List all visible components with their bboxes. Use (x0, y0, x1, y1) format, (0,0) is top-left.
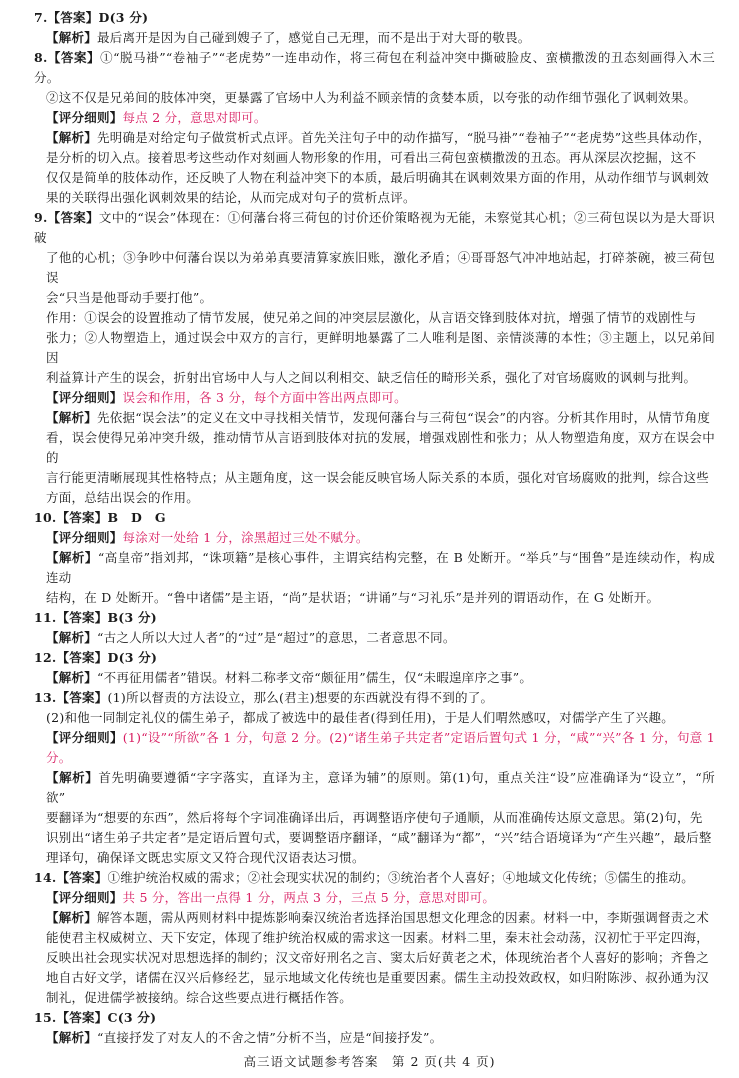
line-text: 理译句，确保译文既忠实原文又符合现代汉语表达习惯。 (46, 850, 365, 865)
section-label: 11.【答案】B(3 分) (34, 610, 157, 625)
text-line (34, 288, 715, 308)
line-text: 反映出社会现实状况对思想选择的制约；汉文帝好刑名之言、窦太后好黄老之术，体现统治者个人喜好的影响；齐鲁之 (46, 950, 710, 965)
line-text: 要翻译为“想要的东西”，然后将每个字词准确译出后，再调整语序使句子通顺，从而准确传达原文意思。第(2)句，先 (46, 810, 703, 825)
text-line (34, 648, 715, 668)
line-text: 最后离开是因为自己碰到嫂子了，感觉自己无理，而不是出于对大哥的敬畏。 (97, 30, 531, 45)
text-line (34, 508, 715, 528)
line-text: 先明确是对给定句子做赏析式点评。首先关注句子中的动作描写，“脱马褂”“卷袖子”“老虎势”这些具体动作， (97, 130, 711, 145)
line-text: 张力；②人物塑造上，通过误会中双方的言行，更鲜明地暴露了二人唯利是图、亲情淡薄的本性；③主题上，以兄弟间因 (46, 330, 715, 365)
scoring-rule-text: 共 5 分，答出一点得 1 分，两点 3 分，三点 5 分，意思对即可。 (122, 890, 496, 905)
line-text: “直接抒发了对友人的不舍之情”分析不当，应是“间接抒发”。 (97, 1030, 443, 1045)
section-label: 【解析】 (46, 30, 98, 45)
line-text: 是分析的切入点。接着思考这些动作对刻画人物形象的作用，可看出三荷包蛮横撒泼的丑态。再从深层次挖掘，这不 (46, 150, 697, 165)
scoring-rule-text: 每点 2 分，意思对即可。 (122, 110, 267, 125)
scoring-rule-text: (1)“设”“所欲”各 1 分，句意 2 分。(2)“诸生弟子共定者”定语后置句式 1 分，“咸”“兴”各 1 分，句意 1 分。 (46, 730, 715, 765)
text-line (34, 128, 715, 148)
section-label: 【解析】 (46, 550, 98, 565)
line-text: 了他的心机；③争吵中何藩台误以为弟弟真要清算家族旧账，激化矛盾；④哥哥怒气冲冲地站起，打碎茶碗，被三荷包误 (46, 250, 715, 285)
section-label: 【评分细则】 (46, 390, 123, 405)
line-text: 利益算计产生的误会，折射出官场中人与人之间以利相交、缺乏信任的畸形关系，强化了对官场腐败的讽刺与批判。 (46, 370, 697, 385)
section-label: 9.【答案】 (34, 210, 99, 225)
text-line (34, 488, 715, 508)
text-line (34, 708, 715, 728)
section-label: 【评分细则】 (46, 110, 123, 125)
text-line (34, 1008, 715, 1028)
text-line (34, 728, 715, 768)
section-label: 【解析】 (46, 630, 98, 645)
text-line (34, 88, 715, 108)
text-line (34, 468, 715, 488)
section-label: 【解析】 (46, 410, 98, 425)
text-line (34, 408, 715, 428)
text-line (34, 168, 715, 188)
line-text: 首先明确要遵循“字字落实，直译为主，意译为辅”的原则。第(1)句，重点关注“设”应准确译为“设立”，“所欲” (46, 770, 715, 805)
line-text: 言行能更清晰展现其性格特点；从主题角度，这一误会能反映官场人际关系的本质，强化对官场腐败的批判，综合这些 (46, 470, 710, 485)
section-label: 15.【答案】C(3 分) (34, 1010, 157, 1025)
scoring-rule-text: 误会和作用，各 3 分，每个方面中答出两点即可。 (122, 390, 407, 405)
section-label: 7.【答案】D(3 分) (34, 10, 149, 25)
text-line (34, 328, 715, 368)
text-line (34, 668, 715, 688)
text-line (34, 548, 715, 588)
text-line (34, 308, 715, 328)
text-line (34, 848, 715, 868)
line-text: ①“脱马褂”“卷袖子”“老虎势”一连串动作，将三荷包在利益冲突中撕破脸皮、蛮横撒泼的丑态刻画得入木三分。 (34, 50, 715, 85)
text-line (34, 688, 715, 708)
line-text: (1)所以督责的方法设立，那么(君主)想要的东西就没有得不到的了。 (107, 690, 494, 705)
section-label: 14.【答案】 (34, 870, 108, 885)
section-label: 【解析】 (46, 670, 98, 685)
text-line (34, 768, 715, 808)
section-label: 【解析】 (46, 770, 99, 785)
section-label: 【评分细则】 (46, 890, 123, 905)
text-line (34, 808, 715, 828)
line-text: “古之人所以大过人者”的“过”是“超过”的意思，二者意思不同。 (97, 630, 456, 645)
text-line (34, 148, 715, 168)
line-text: 方面，总结出误会的作用。 (46, 490, 200, 505)
line-text: “高皇帝”指刘邦，“诛项籍”是核心事件，主谓宾结构完整，在 B 处断开。“举兵”与“围鲁”是连续动作，构成连动 (46, 550, 715, 585)
section-label: 8.【答案】 (34, 50, 101, 65)
line-text: 作用：①误会的设置推动了情节发展，使兄弟之间的冲突层层激化，从言语交锋到肢体对抗，增强了情节的戏剧性与 (46, 310, 697, 325)
section-label: 【解析】 (46, 130, 98, 145)
text-line (34, 48, 715, 88)
text-line (34, 8, 715, 28)
text-line (34, 828, 715, 848)
section-label: 12.【答案】D(3 分) (34, 650, 158, 665)
text-line (34, 948, 715, 968)
section-label: 【解析】 (46, 910, 98, 925)
text-line (34, 188, 715, 208)
text-line (34, 628, 715, 648)
text-line (34, 908, 715, 928)
section-label: 13.【答案】 (34, 690, 108, 705)
text-line (34, 928, 715, 948)
text-line (34, 388, 715, 408)
line-text: 能使君主权威树立、天下安定，体现了维护统治权威的需求这一因素。材料二里，秦末社会动荡，汉初忙于平定四海， (46, 930, 710, 945)
text-line (34, 1028, 715, 1048)
text-line (34, 968, 715, 988)
line-text: 看，误会使得兄弟冲突升级，推动情节从言语到肢体对抗的发展，增强戏剧性和张力；从人物塑造角度，双方在误会中的 (46, 430, 715, 465)
line-text: 结构，在 D 处断开。“鲁中诸儒”是主语，“尚”是状语；“讲诵”与“习礼乐”是并列的谓语动作，在 G 处断开。 (46, 590, 660, 605)
text-line (34, 528, 715, 548)
text-line (34, 888, 715, 908)
line-text: ②这不仅是兄弟间的肢体冲突，更暴露了官场中人为利益不顾亲情的贪婪本质，以夸张的动作细节强化了讽刺效果。 (46, 90, 697, 105)
text-line (34, 588, 715, 608)
text-line (34, 368, 715, 388)
line-text: 制礼，促进儒学被接纳。综合这些要点进行概括作答。 (46, 990, 353, 1005)
text-line (34, 108, 715, 128)
line-text: 先依据“误会法”的定义在文中寻找相关情节，发现何藩台与三荷包“误会”的内容。分析其作用时，从情节角度 (97, 410, 711, 425)
text-line (34, 868, 715, 888)
section-label: 10.【答案】B D G (34, 510, 166, 525)
line-text: 识别出“诸生弟子共定者”是定语后置句式，要调整语序翻译，“咸”翻译为“都”，“兴”结合语境译为“产生兴趣”，最后整 (46, 830, 712, 845)
text-line (34, 608, 715, 628)
text-line (34, 428, 715, 468)
line-text: 地自古好文学，诸儒在汉兴后修经艺，显示地域文化传统也是重要因素。儒生主动投效政权，如归附陈涉、叔孙通为汉 (46, 970, 710, 985)
text-line (34, 28, 715, 48)
line-text: 解答本题，需从两则材料中提炼影响秦汉统治者选择治国思想文化理念的因素。材料一中，李斯强调督责之术 (97, 910, 710, 925)
line-text: 会“只当是他哥动手要打他”。 (46, 290, 213, 305)
text-line (34, 248, 715, 288)
scoring-rule-text: 每涂对一处给 1 分，涂黑超过三处不赋分。 (122, 530, 369, 545)
line-text: ①维护统治权威的需求；②社会现实状况的制约；③统治者个人喜好；④地域文化传统；⑤儒生的推动。 (107, 870, 695, 885)
line-text: 仅仅是简单的肢体动作，还反映了人物在利益冲突下的本质，最后明确其在讽刺效果方面的作用，从动作细节与讽刺效 (46, 170, 710, 185)
line-text: 果的关联得出强化讽刺效果的结论，从而完成对句子的赏析点评。 (46, 190, 416, 205)
page-footer: 高三语文试题参考答案 第 2 页(共 4 页) (243, 1054, 496, 1069)
section-label: 【评分细则】 (46, 730, 123, 745)
line-text: (2)和他一同制定礼仪的儒生弟子，都成了被选中的最佳者(得到任用)，于是人们喟然感叹，对儒学产生了兴趣。 (46, 710, 674, 725)
section-label: 【解析】 (46, 1030, 98, 1045)
text-line (34, 208, 715, 248)
section-label: 【评分细则】 (46, 530, 123, 545)
answer-content (34, 8, 715, 1048)
line-text: 文中的“误会”体现在：①何藩台将三荷包的讨价还价策略视为无能，未察觉其心机；②三荷包误以为是大哥识破 (34, 210, 715, 245)
line-text: “不再征用儒者”错误。材料二称孝文帝“颇征用”儒生，仅“未暇遑庠序之事”。 (97, 670, 533, 685)
text-line (34, 988, 715, 1008)
